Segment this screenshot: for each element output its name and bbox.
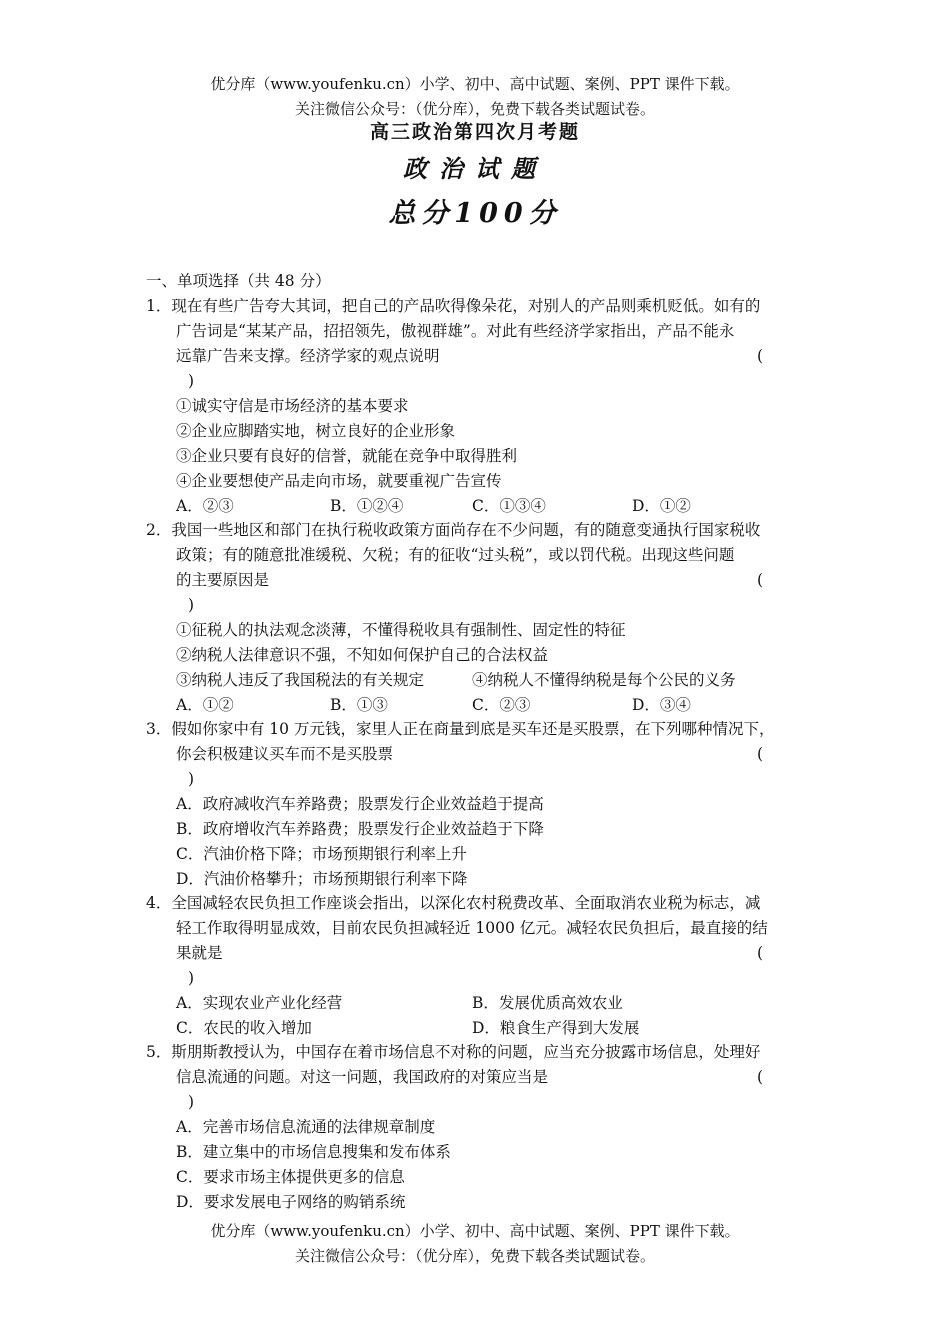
- q5-option-b: B．建立集中的市场信息搜集和发布体系: [176, 1143, 451, 1161]
- q1-option-b: B．①②④: [330, 497, 404, 515]
- q1-line-1: 1．现在有些广告夸大其词，把自己的产品吹得像朵花，对别人的产品则乘机贬低。如有的: [146, 297, 761, 315]
- exam-title: 高三政治第四次月考题: [369, 121, 580, 143]
- q1-option-a: A．②③: [176, 497, 234, 515]
- score-title: 总分100分: [388, 198, 562, 229]
- q2-option-c: C．②③: [472, 696, 531, 714]
- q2-statement-1: ①征税人的执法观念淡薄，不懂得税收具有强制性、固定性的特征: [176, 621, 626, 639]
- q2-paren-close: ): [188, 596, 195, 614]
- q4-paren-open: (: [757, 944, 764, 962]
- q1-line-2: 广告词是“某某产品，招招领先，傲视群雄”。对此有些经济学家指出，产品不能永: [176, 322, 735, 340]
- q2-line-1: 2．我国一些地区和部门在执行税收政策方面尚存在不少问题，有的随意变通执行国家税收: [146, 521, 761, 539]
- subject-title: 政治试题: [403, 154, 547, 183]
- header-line-2: 关注微信公众号：（优分库），免费下载各类试题试卷。: [294, 100, 655, 118]
- q5-line-1: 5．斯朋斯教授认为，中国存在着市场信息不对称的问题，应当充分披露市场信息，处理好: [146, 1043, 761, 1061]
- footer-line-2: 关注微信公众号：（优分库），免费下载各类试题试卷。: [294, 1247, 655, 1265]
- q1-line-3: 远靠广告来支撑。经济学家的观点说明: [176, 347, 440, 365]
- q4-option-a: A．实现农业产业化经营: [176, 994, 343, 1012]
- q1-paren-open: (: [757, 347, 764, 365]
- q3-option-c: C．汽油价格下降；市场预期银行利率上升: [176, 845, 467, 863]
- section-heading: 一、单项选择（共 48 分）: [146, 272, 331, 290]
- q1-statement-1: ①诚实守信是市场经济的基本要求: [176, 397, 409, 415]
- footer-line-1: 优分库（www.youfenku.cn）小学、初中、高中试题、案例、PPT 课件下载。: [210, 1222, 740, 1240]
- q4-line-2: 轻工作取得明显成效，目前农民负担减轻近 1000 亿元。减轻农民负担后，最直接的结: [176, 919, 768, 937]
- q2-line-3: 的主要原因是: [176, 571, 270, 589]
- q5-paren-open: (: [757, 1068, 764, 1086]
- q1-statement-2: ②企业应脚踏实地，树立良好的企业形象: [176, 422, 456, 440]
- q5-option-a: A．完善市场信息流通的法律规章制度: [176, 1118, 436, 1136]
- q5-option-c: C．要求市场主体提供更多的信息: [176, 1168, 405, 1186]
- q1-option-c: C．①③④: [472, 497, 546, 515]
- q1-statement-3: ③企业只要有良好的信誉，就能在竞争中取得胜利: [176, 447, 518, 465]
- q2-option-b: B．①③: [330, 696, 388, 714]
- q2-statement-3: ③纳税人违反了我国税法的有关规定: [176, 671, 425, 689]
- q1-option-d: D．①②: [632, 497, 691, 515]
- q2-statement-2: ②纳税人法律意识不强，不知如何保护自己的合法权益: [176, 646, 549, 664]
- q3-option-b: B．政府增收汽车养路费；股票发行企业效益趋于下降: [176, 820, 544, 838]
- q2-option-a: A．①②: [176, 696, 234, 714]
- q4-option-d: D．粮食生产得到大发展: [472, 1019, 640, 1037]
- q3-paren-close: ): [188, 770, 195, 788]
- q3-option-d: D．汽油价格攀升；市场预期银行利率下降: [176, 870, 468, 888]
- q5-line-2: 信息流通的问题。对这一问题，我国政府的对策应当是: [176, 1068, 549, 1086]
- q4-option-c: C．农民的收入增加: [176, 1019, 312, 1037]
- q5-option-d: D．要求发展电子网络的购销系统: [176, 1193, 406, 1211]
- q3-option-a: A．政府减收汽车养路费；股票发行企业效益趋于提高: [176, 795, 544, 813]
- q2-option-d: D．③④: [632, 696, 691, 714]
- q3-line-1: 3．假如你家中有 10 万元钱，家里人正在商量到底是买车还是买股票，在下列哪种情况下，: [146, 720, 775, 738]
- q5-paren-close: ): [188, 1093, 195, 1111]
- q4-line-3: 果就是: [176, 944, 223, 962]
- q4-paren-close: ): [188, 969, 195, 987]
- q2-line-2: 政策；有的随意批准缓税、欠税；有的征收“过头税”，或以罚代税。出现这些问题: [176, 546, 735, 564]
- q2-paren-open: (: [757, 571, 764, 589]
- q3-paren-open: (: [757, 745, 764, 763]
- q2-statement-4: ④纳税人不懂得纳税是每个公民的义务: [472, 671, 736, 689]
- q3-line-2: 你会积极建议买车而不是买股票: [176, 745, 394, 763]
- q1-paren-close: ): [188, 372, 195, 390]
- q4-line-1: 4．全国减轻农民负担工作座谈会指出，以深化农村税费改革、全面取消农业税为标志，减: [146, 894, 761, 912]
- q4-option-b: B．发展优质高效农业: [472, 994, 623, 1012]
- q1-statement-4: ④企业要想使产品走向市场，就要重视广告宣传: [176, 472, 502, 490]
- header-line-1: 优分库（www.youfenku.cn）小学、初中、高中试题、案例、PPT 课件下载。: [210, 75, 740, 93]
